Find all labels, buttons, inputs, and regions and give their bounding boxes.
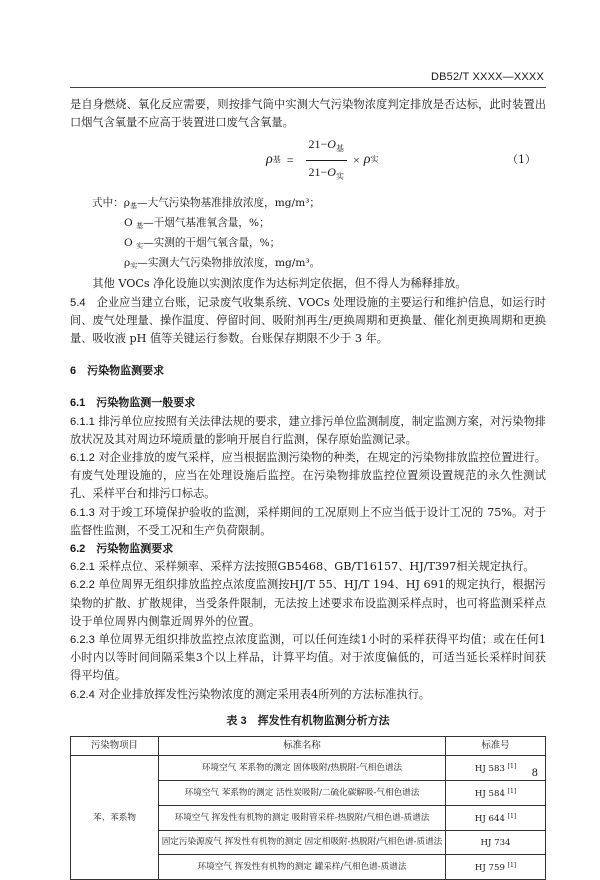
clause-number: 6.2.4 [70,688,95,701]
variable-definitions [70,193,546,273]
standard-code: HJ 759 [474,863,505,874]
denominator-var: O [327,164,336,179]
clause-6-1-3 [70,504,546,540]
clause-text: 对于竣工环境保护验收的监测，采样期间的工况原则上不应当低于设计工况的 75%。对于监督性监测，不受工况和生产负荷限制。 [70,505,546,537]
clause-text: 单位周界无组织排放监控点浓度监测，可以任何连续1小时的采样获得平均值；或在任何1小时内以等时间间隔采集3个以上样品，计算平均值。对于浓度偏低的，可适当延长采样时间获得平均值。 [70,633,546,683]
definition-row [70,213,546,233]
standard-code-cell [446,756,546,781]
def-symbol: ρ [123,197,131,210]
def-sub: 实 [136,242,144,251]
clause-number: 6.1.2 [70,452,95,465]
clause-6-1-1 [70,413,546,449]
clause-text: 采样点位、采样频率、采样方法按照GB5468、GB/T16157、HJ/T397相关规定执行。 [98,560,535,574]
section-title: 污染物监测要求 [96,543,174,556]
section-title: 污染物监测要求 [87,365,165,378]
section-6-2-heading [70,540,546,558]
formula-rhs-symbol: ρ [363,152,371,168]
page-body [70,96,546,880]
standard-code: HJ 734 [480,838,511,849]
standard-code-cell [446,805,546,830]
def-sub: 实 [130,262,138,271]
standard-name-cell: 环境空气 苯系物的测定 固体吸附/热脱附-气相色谱法 [159,756,446,781]
def-symbol: ρ [124,257,131,270]
column-header: 标准名称 [159,737,446,756]
definitions-lead: 式中： [92,197,124,210]
formula [266,135,378,185]
clause-number: 6.1.3 [70,506,95,519]
clause-text: 排污单位应按照有关法律法规的要求，建立排污单位监测制度，制定监测方案，对污染物排放状况及其对周边环境质量的影响开展自行监测，保存原始监测记录。 [70,414,546,446]
standard-code-cell [446,781,546,806]
formula-lhs-symbol: ρ [266,152,273,168]
section-6-1-heading [70,394,546,412]
standard-code: HJ 583 [474,764,505,775]
standard-code-cell [446,855,546,880]
clause-text: 对企业排放挥发性污染物浓度的测定采用表4所列的方法标准执行。 [98,687,431,701]
clause-number: 6.1.1 [70,415,95,428]
standard-code: HJ 644 [474,813,505,824]
voc-methods-table [70,736,546,880]
formula-block [70,135,546,189]
standard-code: HJ 584 [474,788,505,799]
voc-note: 其他 VOCs 净化设施以实测浓度作为达标判定依据，但不得人为稀释排放。 [92,277,467,291]
definition-row [70,253,546,273]
standard-note: [1] [507,763,517,771]
formula-rhs-sub: 实 [370,155,379,165]
standard-note: [1] [507,812,517,820]
table-row [71,756,546,781]
standard-note: [1] [507,862,517,870]
formula-numerator [306,135,347,161]
standard-note: [1] [507,787,517,795]
pollutant-group-cell: 苯、苯系物 [71,756,159,880]
clause-number: 6.2.3 [70,634,95,647]
standard-name-cell: 环境空气 苯系物的测定 活性炭吸附/二硫化碳解吸-气相色谱法 [159,781,446,806]
def-sub: 基 [130,202,138,211]
clause-6-2-2 [70,576,546,631]
document-code: DB52/T XXXX—XXXX [430,71,544,83]
page-number: 8 [531,768,538,779]
clause-number: 5.4 [70,296,86,309]
standard-name-cell: 环境空气 挥发性有机物的测定 吸附管采样-热脱附/气相色谱-质谱法 [159,805,446,830]
clause-6-2-3 [70,631,546,686]
standard-code-cell [446,830,546,855]
formula-times: × [352,153,360,168]
clause-6-2-4 [70,686,546,704]
clause-text: 企业应当建立台账，记录废气收集系统、VOCs 处理设施的主要运行和维护信息，如运行时间、废气处理量、操作温度、停留时间、吸附剂再生/更换周期和更换量、催化剂更换周期和更换量、吸收液 pH 值等关键运行参数。台账保存期限不少于 3 年。 [70,295,546,346]
numerator-var: O [327,136,336,151]
formula-number: （1） [507,153,536,167]
def-text: —实测大气污染物排放浓度，mg/m³。 [137,257,321,270]
section-number: 6.1 [70,397,86,410]
header-divider [70,87,546,88]
def-symbol: O [124,237,137,250]
clause-6-1-2 [70,449,546,504]
standard-name-cell: 固定污染源废气 挥发性有机物的测定 固定相吸附-热脱附/气相色谱-质谱法 [159,830,446,855]
section-number: 6 [70,365,77,378]
def-sub: 基 [136,222,144,231]
clause-number: 6.2.2 [70,579,95,592]
clause-number: 6.2.1 [70,561,95,574]
formula-equals: = [286,153,294,168]
clause-6-2-1 [70,558,546,576]
column-header: 标准号 [446,737,546,756]
def-text: —干烟气基准氧含量，%； [143,217,270,230]
denominator-sub: 实 [335,171,344,181]
definition-row [70,233,546,253]
formula-fraction [306,135,347,186]
def-text: —大气污染物基准排放浓度，mg/m³； [137,197,321,210]
intro-paragraph: 是自身燃烧、氧化反应需要，则按排气筒中实测大气污染物浓度判定排放是否达标，此时装置出口烟气含氧量不应高于装置进口废气含氧量。 [70,98,546,130]
numerator-minus: − [320,136,328,151]
def-symbol: O [124,217,137,230]
definition-row [70,193,546,213]
table-header-row [71,737,546,756]
column-header: 污染物项目 [71,737,159,756]
section-6-heading [70,362,546,380]
denominator-const: 21 [308,164,321,179]
def-text: —实测的干烟气氧含量，%； [143,237,281,250]
section-number: 6.2 [70,543,86,556]
table-title: 表 3 挥发性有机物监测分析方法 [226,714,390,727]
formula-denominator [306,161,347,186]
numerator-const: 21 [308,136,321,151]
clause-5-4 [70,294,546,349]
clause-text: 对企业排放的废气采样，应当根据监测污染物的种类，在规定的污染物排放监控位置进行。有废气处理设施的，应当在处理设施后监控。在污染物排放监控位置须设置规范的永久性测试孔、采样平台和排污口标志。 [70,451,546,501]
denominator-minus: − [320,164,328,179]
section-title: 污染物监测一般要求 [96,397,196,410]
formula-lhs-sub: 基 [272,155,281,165]
numerator-sub: 基 [335,143,344,153]
clause-text: 单位周界无组织排放监控点浓度监测按HJ/T 55、HJ/T 194、HJ 691的规定执行，根据污染物的扩散、扩散规律，当受条件限制，无法按上述要求布设监测采样点时，也可将监测采样点设于单位周界内侧靠近周界外的位置。 [70,578,546,628]
standard-name-cell: 环境空气 挥发性有机物的测定 罐采样/气相色谱-质谱法 [159,855,446,880]
